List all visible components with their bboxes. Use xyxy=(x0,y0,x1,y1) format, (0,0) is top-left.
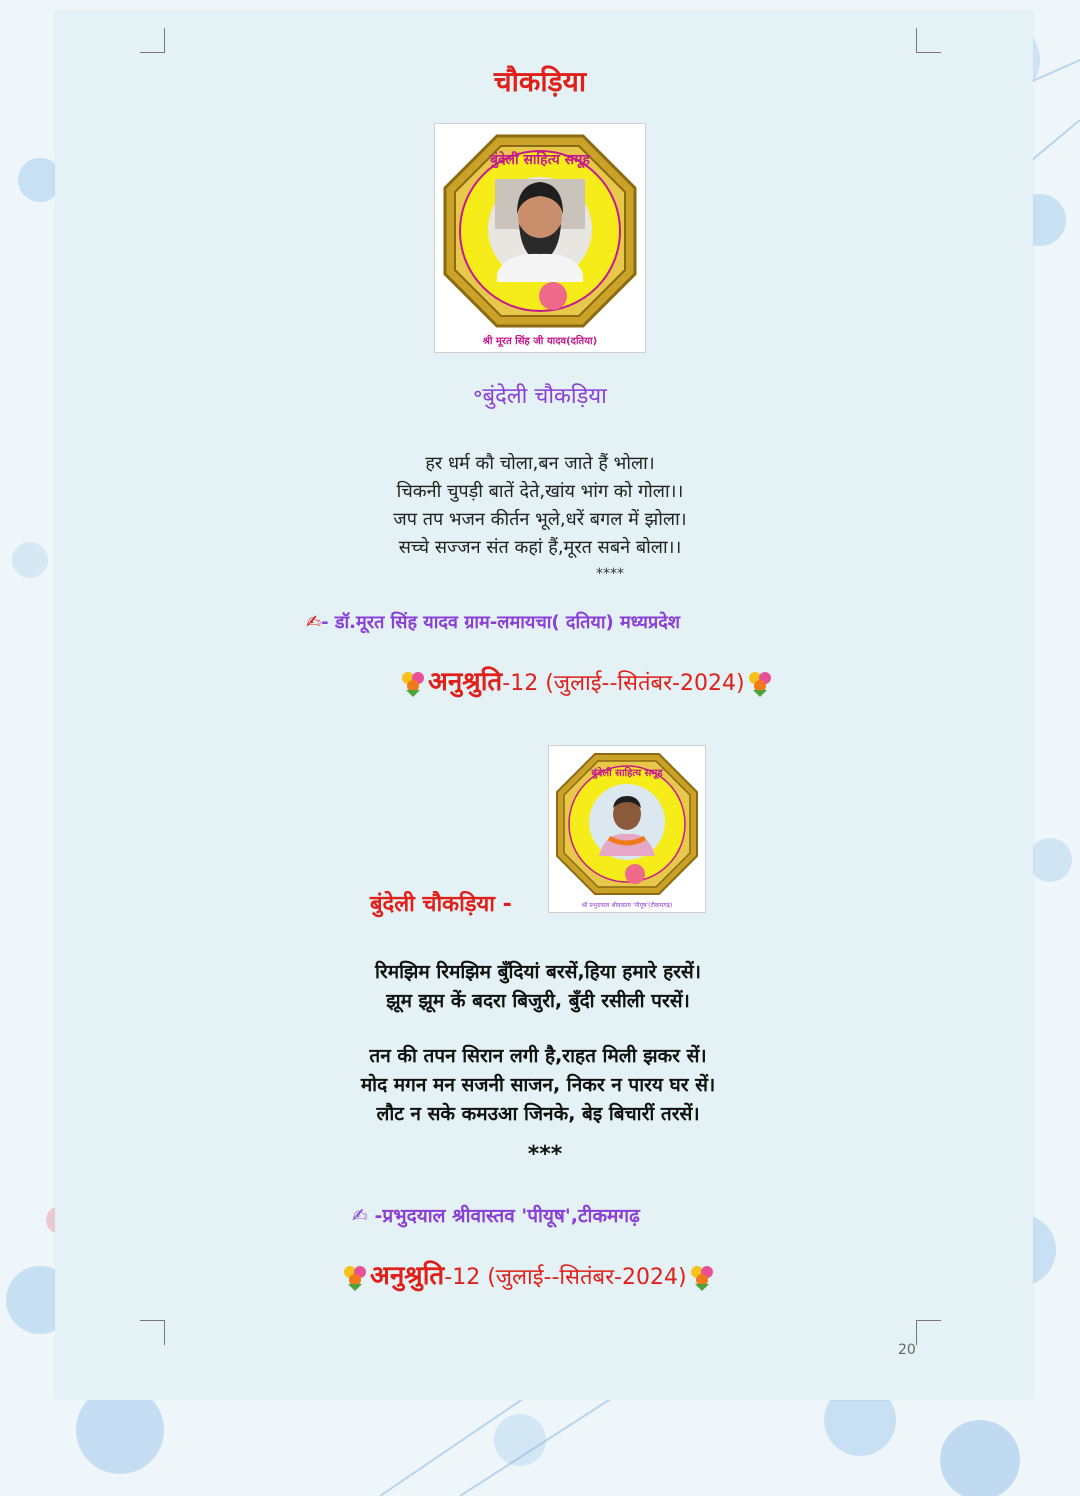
issue-name: अनुश्रुति xyxy=(428,667,503,697)
poem-line: तन की तपन सिरान लगी है,राहत मिली झकर सें। xyxy=(369,1045,707,1067)
poem-line: जप तप भजन कीर्तन भूले,धरें बगल में झोला। xyxy=(393,509,687,530)
author-name: - डॉ.मूरत सिंह यादव ग्राम-लमायचा( दतिया) मध्यप्रदेश xyxy=(321,612,680,633)
section1-stars: **** xyxy=(596,566,624,582)
author-photo-1 xyxy=(434,123,646,353)
section2-title: बुंदेली चौकड़िया - xyxy=(370,892,512,917)
flower-bouquet-icon xyxy=(745,668,775,698)
section1-poem xyxy=(0,450,1080,562)
poem-line: झूम झूम कें बदरा बिजुरी, बुँदी रसीली परसें। xyxy=(386,990,690,1012)
pen-icon: ✍ xyxy=(352,1205,368,1227)
poem-line: हर धर्म कौ चोला,बन जाते हैं भोला। xyxy=(425,453,655,474)
author-name: -प्रभुदयाल श्रीवास्तव 'पीयूष',टीकमगढ़ xyxy=(374,1205,640,1227)
section1-issue xyxy=(398,662,775,698)
author-photo-2 xyxy=(548,745,706,913)
section2-poem-stanza2 xyxy=(0,1042,1078,1129)
poem-line: मोद मगन मन सजनी साजन, निकर न पारय घर सें। xyxy=(360,1074,716,1096)
poem-line: लौट न सके कमउआ जिनके, बेइ बिचारीं तरसें। xyxy=(376,1103,700,1125)
flower-bouquet-icon xyxy=(687,1262,717,1292)
section1-author xyxy=(306,610,680,634)
section1-subtitle: ॰बुंदेली चौकड़िया xyxy=(473,384,607,409)
logo-badge-2 xyxy=(549,746,705,912)
crop-mark-bottom-right xyxy=(916,1320,941,1345)
pen-icon: ✍ xyxy=(306,612,322,633)
page-title: चौकड़िया xyxy=(493,65,587,98)
issue-number: -12 (जुलाई--सितंबर-2024) xyxy=(502,671,745,696)
logo-ring-text: बुंदेली साहित्य समूह xyxy=(490,152,590,168)
flower-bouquet-icon xyxy=(398,668,428,698)
photo-caption-2: श्री प्रभुदयाल श्रीवास्तव 'पीयूष'(टीकमगढ़) xyxy=(581,902,673,909)
crop-mark-top-right xyxy=(916,28,941,53)
section2-poem-stanza1 xyxy=(0,958,1078,1016)
crop-mark-top-left xyxy=(140,28,165,53)
section2-stars: *** xyxy=(527,1142,563,1167)
flower-bouquet-icon xyxy=(340,1262,370,1292)
crop-mark-bottom-left xyxy=(140,1320,165,1345)
photo-caption-1: श्री मूरत सिंह जी यादव(दतिया) xyxy=(482,336,598,347)
section2-issue xyxy=(340,1256,717,1292)
poem-line: चिकनी चुपड़ी बातें देते,खांय भांग को गोला।। xyxy=(396,481,684,502)
issue-name: अनुश्रुति xyxy=(370,1261,445,1291)
issue-number: -12 (जुलाई--सितंबर-2024) xyxy=(444,1265,687,1290)
page-number: 20 xyxy=(898,1342,916,1358)
logo-ring-text: बुंदेली साहित्य समूह xyxy=(591,768,663,779)
section2-author xyxy=(352,1202,640,1228)
poem-line: रिमझिम रिमझिम बुँदियां बरसें,हिया हमारे हरसें। xyxy=(375,961,701,983)
poem-line: सच्चे सज्जन संत कहां हैं,मूरत सबने बोला।। xyxy=(398,537,682,558)
logo-badge-1 xyxy=(435,124,645,352)
